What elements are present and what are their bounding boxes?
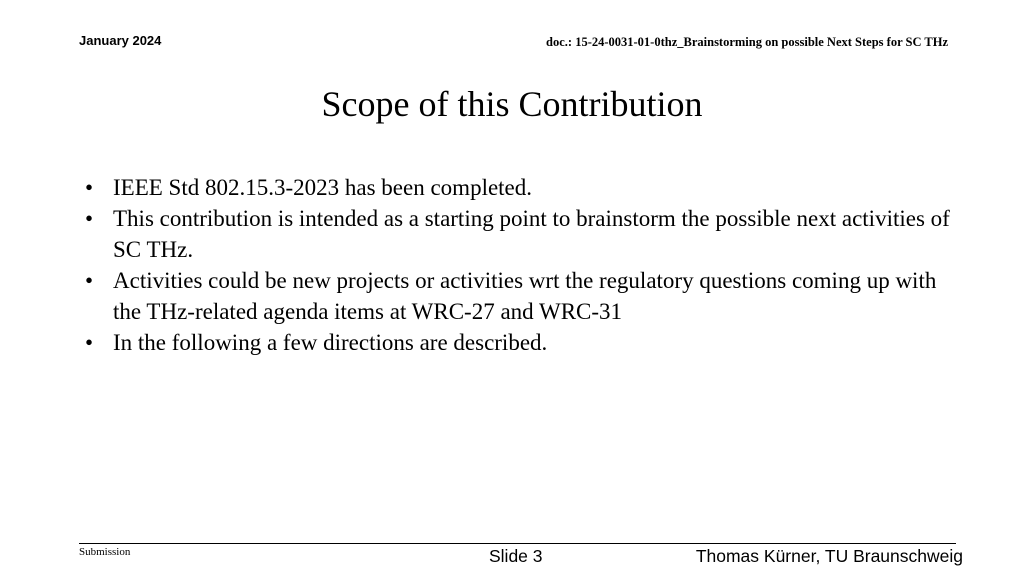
bullet-text: This contribution is intended as a starting point to brainstorm the possible next activities of SC THz. — [113, 206, 950, 262]
bullet-text: In the following a few directions are described. — [113, 330, 548, 355]
footer-divider — [79, 543, 956, 544]
header-doc-id: doc.: 15-24-0031-01-0thz_Brainstorming on possible Next Steps for SC THz — [546, 35, 948, 49]
footer-author: Thomas Kürner, TU Braunschweig — [695, 546, 963, 566]
slide-number: Slide 3 — [489, 546, 543, 566]
bullet-dot-icon: • — [85, 268, 94, 293]
slide-title: Scope of this Contribution — [321, 84, 703, 124]
bullet-item — [85, 265, 965, 327]
bullet-list — [85, 172, 965, 358]
header-date: January 2024 — [79, 33, 162, 48]
footer-submission: Submission — [79, 546, 131, 558]
bullet-item — [85, 327, 965, 358]
bullet-dot-icon: • — [85, 330, 94, 355]
bullet-item — [85, 172, 965, 203]
bullet-dot-icon: • — [85, 175, 94, 200]
bullet-text: Activities could be new projects or activities wrt the regulatory questions coming up with the THz-related agenda items at WRC-27 and WRC-31 — [113, 268, 937, 324]
bullet-item — [85, 203, 965, 265]
bullet-dot-icon: • — [85, 206, 94, 231]
bullet-text: IEEE Std 802.15.3-2023 has been completed. — [113, 175, 533, 200]
